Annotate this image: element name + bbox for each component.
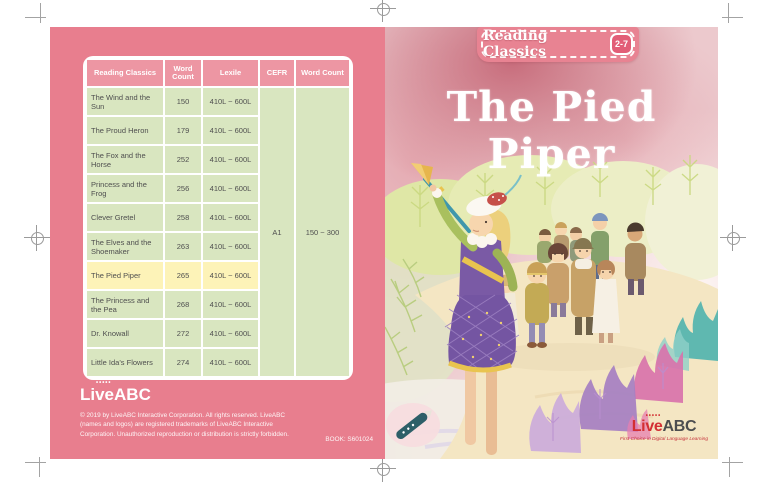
table-cell-lexile: 410L ~ 600L bbox=[203, 291, 258, 318]
copyright-notice: © 2019 by LiveABC Interactive Corporation. All rights reserved. LiveABC (names and logos) are registered trademarks of LiveABC Interactive Corporation. Unauthorized reproduction or distribution is strictly forbidden. bbox=[80, 412, 289, 438]
crop-mark bbox=[39, 457, 40, 477]
table-header-cefr: CEFR bbox=[260, 60, 294, 86]
table-cell-title: The Proud Heron bbox=[87, 117, 163, 144]
reading-pen-icon bbox=[386, 403, 440, 447]
table-cell-word-count: 272 bbox=[165, 320, 201, 347]
table-cell-word-count: 258 bbox=[165, 204, 201, 231]
table-cell-lexile: 410L ~ 600L bbox=[203, 262, 258, 289]
book-title-line1: The Pied bbox=[446, 83, 657, 131]
series-badge-dashed-border bbox=[481, 30, 635, 58]
table-cell-word-count: 274 bbox=[165, 349, 201, 376]
table-cell-title: The Wind and the Sun bbox=[87, 88, 163, 115]
registration-mark bbox=[24, 225, 50, 251]
table-cell-title: The Princess and the Pea bbox=[87, 291, 163, 318]
table-cell-word-count: 265 bbox=[165, 262, 201, 289]
table-header-word-count: Word Count bbox=[165, 60, 201, 86]
table-cell-title: The Fox and the Horse bbox=[87, 146, 163, 173]
table-header-lexile: Lexile bbox=[203, 60, 258, 86]
table-cell-word-count: 263 bbox=[165, 233, 201, 260]
table-header-reading-classics: Reading Classics bbox=[87, 60, 163, 86]
cefr-merged-cell: A1 bbox=[260, 88, 294, 376]
crop-mark bbox=[25, 17, 46, 18]
reading-level-table bbox=[87, 60, 349, 376]
book-title-line2: Piper bbox=[487, 130, 616, 178]
liveabc-logo-abc: ABC bbox=[662, 418, 697, 435]
table-cell-title: The Elves and the Shoemaker bbox=[87, 233, 163, 260]
registration-mark bbox=[370, 456, 396, 482]
table-cell-word-count: 179 bbox=[165, 117, 201, 144]
registration-mark bbox=[720, 225, 746, 251]
crop-mark bbox=[729, 457, 730, 477]
liveabc-logo-dots: ••••• bbox=[96, 380, 112, 386]
table-cell-word-count: 256 bbox=[165, 175, 201, 202]
registration-mark bbox=[370, 0, 396, 22]
table-cell-lexile: 410L ~ 600L bbox=[203, 117, 258, 144]
table-cell-title: Dr. Knowall bbox=[87, 320, 163, 347]
piper-leg bbox=[486, 359, 497, 455]
series-badge-label: Reading Classics bbox=[483, 28, 548, 60]
book-code: BOOK: S601024 bbox=[325, 436, 373, 443]
table-cell-title-pied-piper: The Pied Piper bbox=[87, 262, 163, 289]
table-cell-word-count: 252 bbox=[165, 146, 201, 173]
liveabc-logo-dots: ••••• bbox=[645, 413, 662, 419]
crop-mark bbox=[722, 462, 743, 463]
table-cell-lexile: 410L ~ 600L bbox=[203, 146, 258, 173]
book-title bbox=[385, 84, 718, 178]
piper-eye bbox=[485, 221, 487, 223]
table-cell-word-count: 268 bbox=[165, 291, 201, 318]
crop-mark bbox=[728, 3, 729, 23]
piper-hand bbox=[430, 185, 437, 192]
liveabc-logo-white bbox=[80, 380, 151, 405]
series-badge bbox=[477, 27, 639, 62]
front-cover-page bbox=[385, 27, 718, 459]
crop-mark bbox=[25, 462, 46, 463]
liveabc-logo-text: LiveABC bbox=[80, 385, 151, 404]
table-cell-lexile: 410L ~ 600L bbox=[203, 349, 258, 376]
liveabc-logo-color bbox=[620, 413, 708, 442]
liveabc-tagline: First Choice in Digital Language Learning bbox=[620, 437, 708, 442]
table-cell-lexile: 410L ~ 600L bbox=[203, 233, 258, 260]
table-cell-title: Princess and the Frog bbox=[87, 175, 163, 202]
table-cell-lexile: 410L ~ 600L bbox=[203, 204, 258, 231]
table-cell-word-count: 150 bbox=[165, 88, 201, 115]
table-cell-lexile: 410L ~ 600L bbox=[203, 320, 258, 347]
crop-mark bbox=[40, 3, 41, 23]
liveabc-logo-live: Live bbox=[631, 418, 663, 435]
table-cell-lexile: 410L ~ 600L bbox=[203, 88, 258, 115]
reading-level-table-card bbox=[83, 56, 353, 380]
table-cell-title: Clever Gretel bbox=[87, 204, 163, 231]
table-header-word-count-range: Word Count bbox=[296, 60, 349, 86]
crop-mark bbox=[722, 17, 743, 18]
piper-skirt bbox=[445, 295, 519, 371]
table-cell-title: Little Ida's Flowers bbox=[87, 349, 163, 376]
table-cell-lexile: 410L ~ 600L bbox=[203, 175, 258, 202]
series-level-chip: 2-7 bbox=[610, 33, 633, 55]
back-cover-page bbox=[50, 27, 385, 459]
word-count-range-merged-cell: 150 ~ 300 bbox=[296, 88, 349, 376]
